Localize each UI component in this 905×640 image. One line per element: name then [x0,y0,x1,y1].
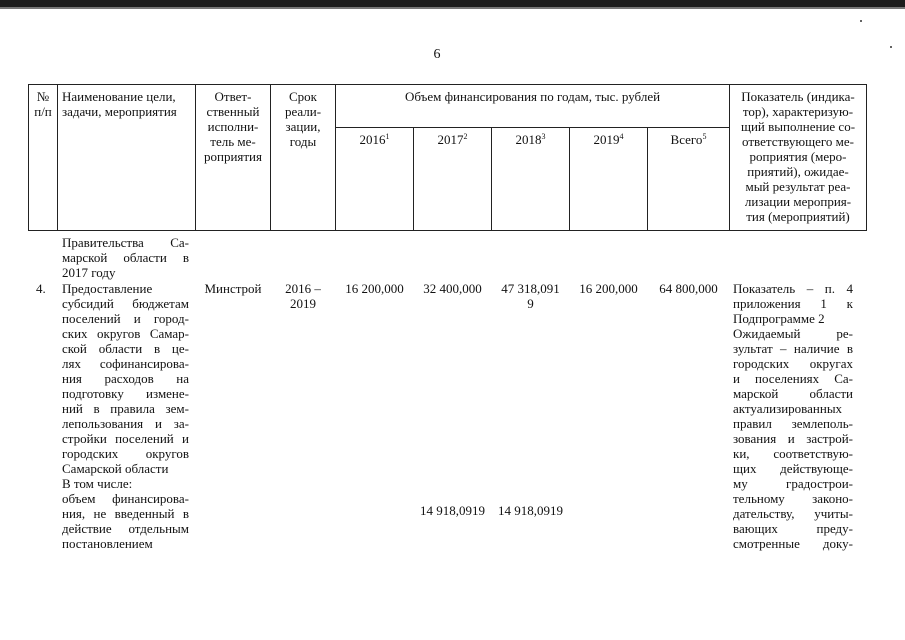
sub-value-2017: 14 918,0919 [420,503,485,518]
header-number: № п/п [34,89,52,119]
row-number: 4. [36,281,46,296]
header-year-2017: 2017$^2$ [437,132,468,147]
header-indicator: Показатель (индика- тор), характеризую- щий выполнение со- ответствующего ме- роприятия (меро- приятий), ожидае- мый результат реа- лизации мероприя- тия (мероприятий) [740,89,856,224]
row-value-total: 64 800,000 [659,281,718,296]
row-term: 2016 – 2019 [285,281,321,311]
header-financing: Объем финансирования по годам, тыс. рублей [404,89,661,104]
header-year-2019: 2019$^4$ [593,132,624,147]
scan-top-edge-shadow [0,7,905,9]
row-value-2016: 16 200,000 [345,281,404,296]
header-name: Наименование цели, задачи, мероприятия [62,89,177,119]
continuation-text: Правительства Са- марской области в 2017 году [62,235,189,280]
row-indicator: Показатель – п. 4 приложения 1 к Подпрограмме 2 Ожидаемый ре- зультат – наличие в городских округах и поселениях Са- марской области актуализированных правил землеполь- зования и застрой- ки, соответствую- щих действующе- му градострои- тельному законо- дательству, учиты- вающих преду- смотренные доку- [733,281,853,551]
row-value-2018: 47 318,091 9 [501,281,560,311]
page-number: 6 [433,47,441,62]
scan-speck [890,46,892,48]
header-year-2016: 2016$^1$ [359,132,390,147]
row-name: Предоставление субсидий бюджетам поселений и город- ских округов Самар- ской области в це- лях софинансирова- ния расходов на подготовку измене- ний в правила зем- лепользования и за- стройки поселений и городских округов Самарской области В том числе: объем финансирова- ния, не введенный в действие отдельным постановлением [62,281,189,551]
scan-top-edge [0,0,905,7]
sub-value-2018: 14 918,0919 [498,503,563,518]
header-term: Срок реали- зации, годы [284,89,322,149]
header-total: Всего$^5$ [670,132,707,147]
row-value-2019: 16 200,000 [579,281,638,296]
header-year-2018: 2018$^3$ [515,132,546,147]
header-executor: Ответ- ственный исполни- тель ме- роприятия [203,89,262,164]
scan-speck [860,20,862,22]
row-executor: Минстрой [204,281,262,296]
row-value-2017: 32 400,000 [423,281,482,296]
